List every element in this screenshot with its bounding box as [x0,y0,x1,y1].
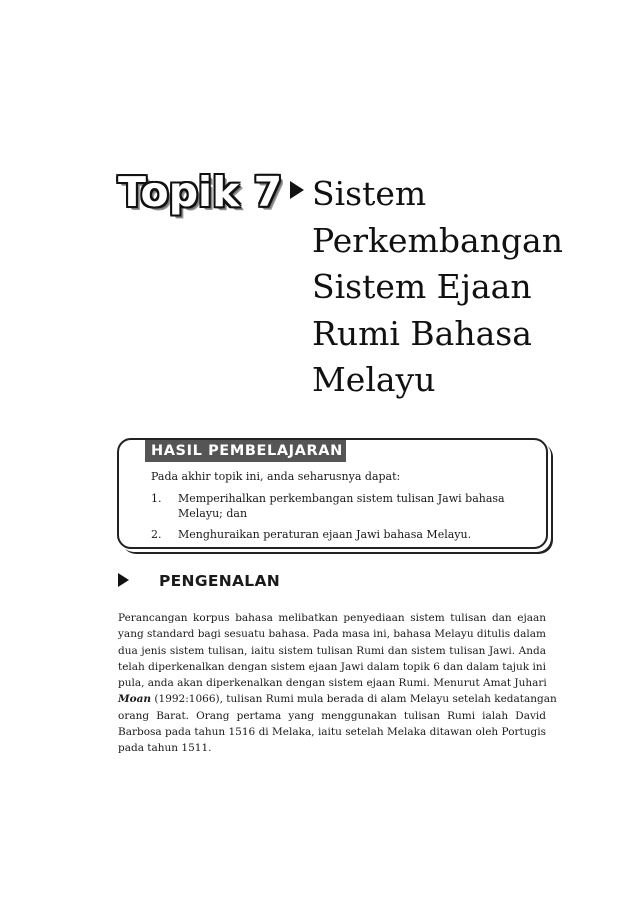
learning-outcomes-label: HASIL PEMBELAJARAN [145,440,346,462]
paragraph-line: yang standard bagi sesuatu bahasa. Pada masa ini, bahasa Melayu ditulis dalam [118,628,546,641]
emphasis-word: Moan [118,693,152,706]
learning-outcome-item [151,527,551,543]
title-line: Rumi Bahasa [312,313,532,353]
paragraph-line: Perancangan korpus bahasa melibatkan penyediaan sistem tulisan dan ejaan [118,612,546,624]
item-text: Memperihalkan perkembangan sistem tulisan Jawi bahasa Melayu; dan [178,492,505,520]
title-line: Sistem Ejaan [312,267,532,306]
learning-outcomes-intro: Pada akhir topik ini, anda seharusnya dapat: [151,470,401,483]
paragraph-line-with-emphasis [118,691,557,707]
paragraph-line: orang Barat. Orang pertama yang menggunakan tulisan Rumi ialah David [118,709,546,722]
paragraph-line: dua jenis sistem tulisan, iaitu sistem tulisan Rumi dan sistem tulisan Jawi. Anda [118,644,546,657]
triangle-arrow-icon [290,181,304,199]
title-line: Melayu [312,360,436,399]
paragraph-line: pada tahun 1511. [118,742,212,755]
title-line: Sistem [312,174,427,213]
item-text: Menghuraikan peraturan ejaan Jawi bahasa Melayu. [178,528,472,541]
topic-title [312,171,612,404]
paragraph-line-text: (1992:1066), tulisan Rumi mula berada di alam Melayu setelah kedatangan [154,693,557,706]
section-heading: PENGENALAN [159,572,281,590]
item-number: 1. [151,492,162,505]
paragraph-line: pula, anda akan diperkenalkan dengan sistem ejaan Rumi. Menurut Amat Juhari [118,677,547,690]
paragraph-line: telah diperkenalkan dengan sistem ejaan Jawi dalam topik 6 dan dalam tajuk ini [118,660,546,673]
title-line: Perkembangan [312,220,563,260]
triangle-bullet-icon [118,573,129,587]
topic-number-label: Topik 7 [118,168,283,216]
learning-outcome-item [151,491,551,523]
body-paragraph [118,610,557,757]
item-number: 2. [151,528,162,541]
paragraph-line: Barbosa pada tahun 1516 di Melaka, iaitu setelah Melaka ditawan oleh Portugis [118,726,546,739]
